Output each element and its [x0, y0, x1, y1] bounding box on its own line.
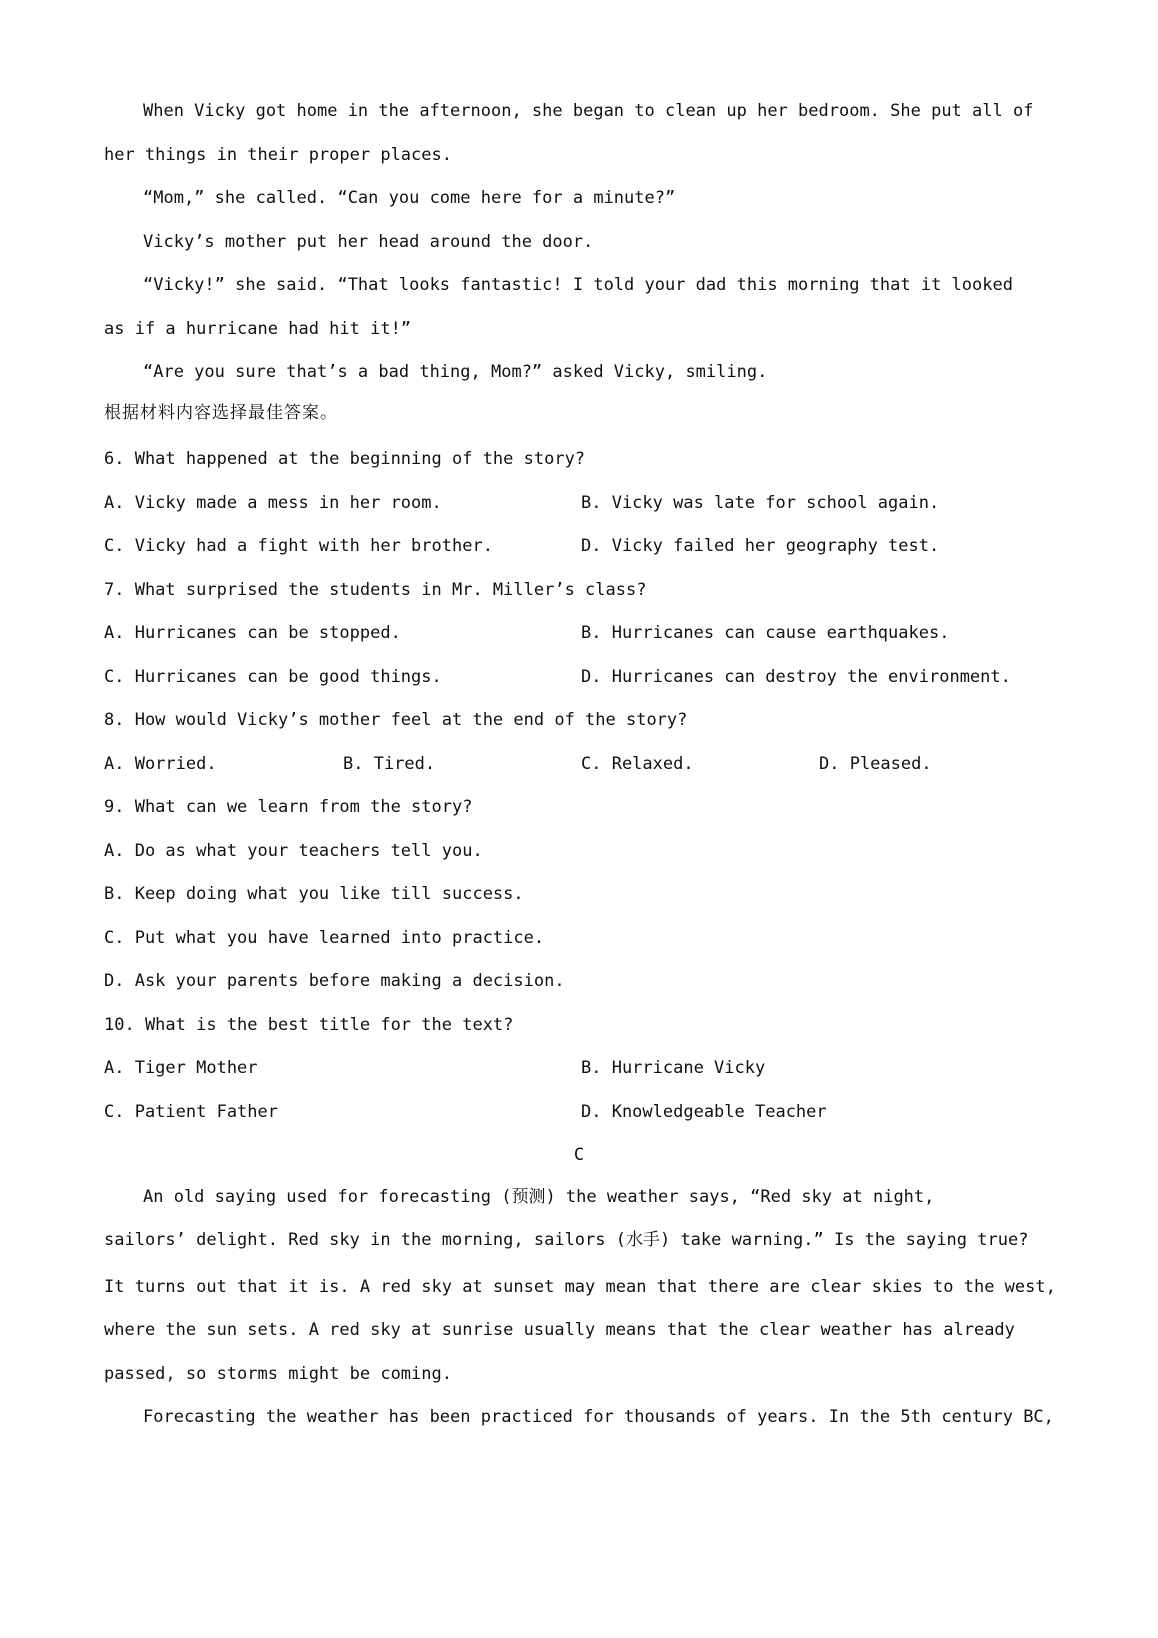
question-stem: 8. How would Vicky’s mother feel at the end of the story?	[104, 710, 688, 730]
question-stem: 9. What can we learn from the story?	[104, 797, 473, 817]
option-b: B. Keep doing what you like till success.	[104, 884, 524, 904]
instruction-text: 根据材料内容选择最佳答案。	[104, 403, 338, 423]
option-a: A. Do as what your teachers tell you.	[104, 841, 483, 861]
option-d: D. Pleased.	[819, 754, 932, 774]
option-d: D. Ask your parents before making a decision.	[104, 971, 565, 991]
option-d: D. Hurricanes can destroy the environment.	[581, 667, 1011, 687]
passage-line: her things in their proper places.	[104, 145, 452, 165]
option-a: A. Vicky made a mess in her room.	[104, 493, 442, 513]
passage-line: It turns out that it is. A red sky at sunset may mean that there are clear skies to the west,	[104, 1277, 1056, 1297]
option-c: C. Patient Father	[104, 1102, 278, 1122]
passage-line: When Vicky got home in the afternoon, she began to clean up her bedroom. She put all of	[143, 101, 1034, 121]
option-c: C. Vicky had a fight with her brother.	[104, 536, 493, 556]
option-c: C. Put what you have learned into practice.	[104, 928, 545, 948]
option-b: B. Hurricane Vicky	[581, 1058, 766, 1078]
passage-line: sailors’ delight. Red sky in the morning, sailors (水手) take warning.” Is the saying true?	[104, 1230, 1029, 1250]
question-stem: 10. What is the best title for the text?	[104, 1015, 514, 1035]
passage-line: passed, so storms might be coming.	[104, 1364, 452, 1384]
option-d: D. Knowledgeable Teacher	[581, 1102, 827, 1122]
passage-line: as if a hurricane had hit it!”	[104, 319, 412, 339]
option-b: B. Hurricanes can cause earthquakes.	[581, 623, 950, 643]
passage-line: “Vicky!” she said. “That looks fantastic! I told your dad this morning that it looked	[143, 275, 1013, 295]
option-c: C. Relaxed.	[581, 754, 694, 774]
option-a: A. Worried.	[104, 754, 217, 774]
question-stem: 6. What happened at the beginning of the story?	[104, 449, 586, 469]
passage-line: “Are you sure that’s a bad thing, Mom?” asked Vicky, smiling.	[143, 362, 768, 382]
option-a: A. Tiger Mother	[104, 1058, 258, 1078]
option-b: B. Tired.	[343, 754, 436, 774]
option-c: C. Hurricanes can be good things.	[104, 667, 442, 687]
passage-line: Forecasting the weather has been practiced for thousands of years. In the 5th century BC,	[143, 1407, 1054, 1427]
question-stem: 7. What surprised the students in Mr. Miller’s class?	[104, 580, 647, 600]
option-d: D. Vicky failed her geography test.	[581, 536, 940, 556]
passage-line: where the sun sets. A red sky at sunrise usually means that the clear weather has already	[104, 1320, 1015, 1340]
passage-line: Vicky’s mother put her head around the door.	[143, 232, 594, 252]
passage-line: “Mom,” she called. “Can you come here for a minute?”	[143, 188, 676, 208]
passage-line: An old saying used for forecasting (预测) the weather says, “Red sky at night,	[143, 1187, 935, 1207]
option-b: B. Vicky was late for school again.	[581, 493, 940, 513]
option-a: A. Hurricanes can be stopped.	[104, 623, 401, 643]
section-heading: C	[573, 1145, 585, 1165]
